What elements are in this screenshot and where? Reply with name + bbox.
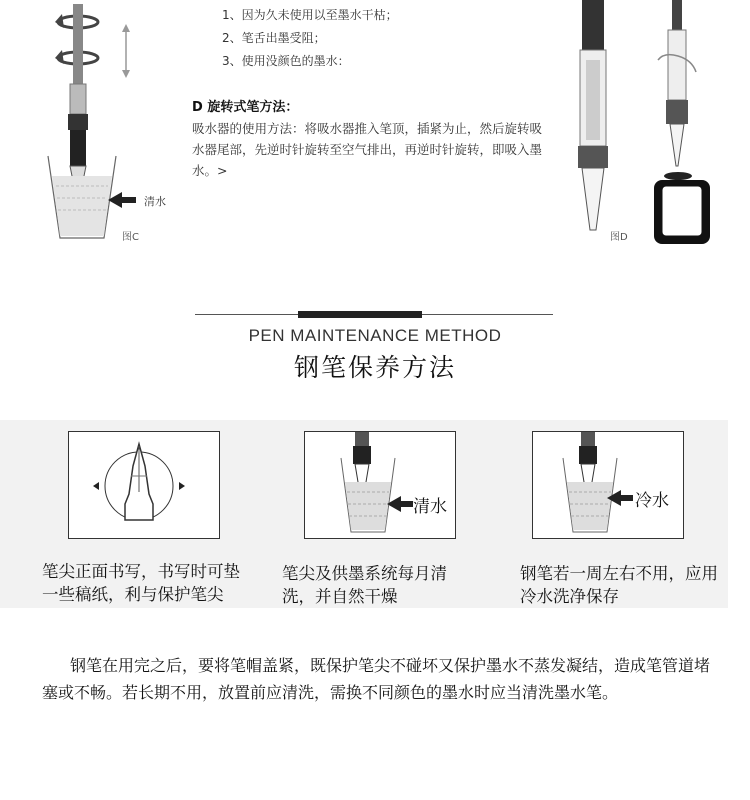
section-d-title: D 旋转式笔方法：: [192, 100, 299, 115]
card-cold-water: [532, 431, 684, 539]
figure-d-illustration: [566, 0, 716, 250]
card-water-label: 清水: [413, 497, 447, 517]
cause-item: 2、笔舌出墨受阻；: [222, 31, 326, 45]
maintenance-title-en: PEN MAINTENANCE METHOD: [248, 326, 502, 345]
cause-item: 1、因为久未使用以至墨水干枯；: [222, 8, 398, 22]
card-monthly-clean: [304, 431, 456, 539]
section-d-body: 吸水器的使用方法：将吸水器推入笔顶，插紧为止，然后旋转吸水器尾部，先逆时针旋转至空气排出，再逆时针旋转，即吸入墨水。>: [192, 121, 543, 178]
card-nib-writing: [68, 431, 220, 539]
figure-c-illustration: [40, 0, 180, 250]
figure-d: [566, 0, 716, 250]
cause-item: 3、使用没颜色的墨水：: [222, 54, 350, 68]
beaker-clean-water-icon: [305, 432, 455, 538]
card-cold-water-label: 冷水: [635, 491, 669, 511]
figure-d-label: 图D: [610, 232, 628, 243]
cause-list: [222, 4, 398, 73]
beaker-cold-water-icon: [533, 432, 683, 538]
card-caption: 钢笔若一周左右不用，应用冷水洗净保存: [520, 564, 718, 606]
heading-accent-bar: [298, 311, 422, 318]
card-caption: 笔尖及供墨系统每月清洗，并自然干燥: [282, 564, 447, 606]
figure-c-label: 图C: [122, 232, 139, 243]
maintenance-paragraph: [42, 652, 722, 706]
figure-c: [40, 0, 180, 250]
maintenance-paragraph-text: 钢笔在用完之后，要将笔帽盖紧，既保护笔尖不碰坏又保护墨水不蒸发凝结，造成笔管道堵塞或不畅。若长期不用，放置前应清洗，需换不同颜色的墨水时应当清洗墨水笔。: [42, 656, 711, 702]
figure-c-water-label: 清水: [144, 195, 166, 208]
nib-front-icon: [69, 432, 219, 538]
maintenance-title-cn: 钢笔保养方法: [293, 353, 456, 382]
card-caption: 笔尖正面书写，书写时可垫一些稿纸，利与保护笔尖: [42, 562, 240, 604]
